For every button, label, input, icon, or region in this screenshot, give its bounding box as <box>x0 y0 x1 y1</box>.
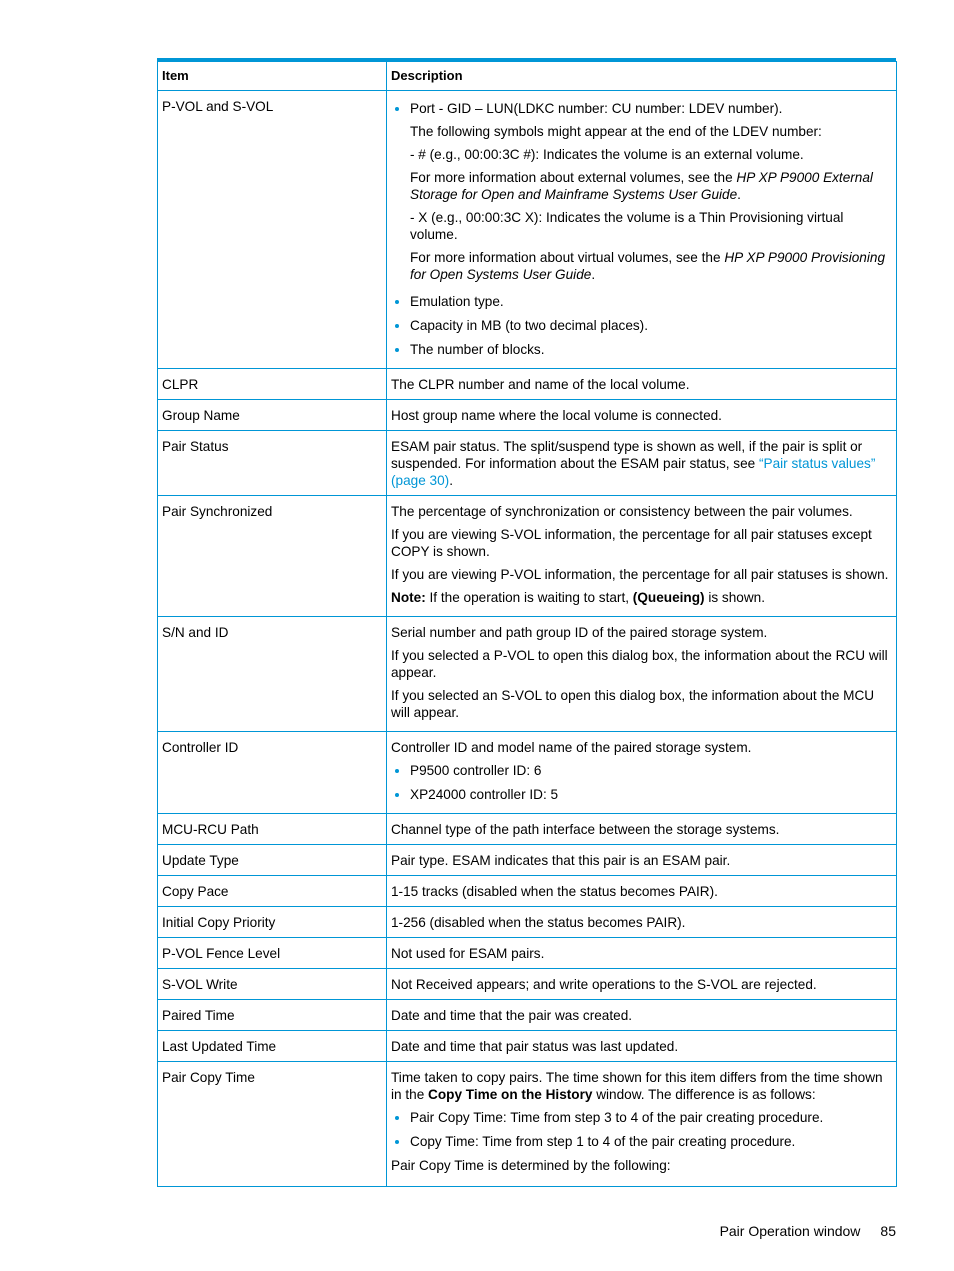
page-number: 85 <box>880 1223 896 1239</box>
paragraph: If you selected a P-VOL to open this dialog box, the information about the RCU will appear. <box>391 648 888 680</box>
list-item: XP24000 controller ID: 5 <box>391 786 892 803</box>
table-row <box>158 617 897 732</box>
item-cell: S-VOL Write <box>158 969 387 1000</box>
table-row <box>158 369 897 400</box>
item-cell: Pair Copy Time <box>158 1062 387 1187</box>
paragraph: - # (e.g., 00:00:3C #): Indicates the volume is an external volume. <box>410 147 804 162</box>
footer-section-title: Pair Operation window <box>719 1223 861 1239</box>
table-row <box>158 845 897 876</box>
item-cell: P-VOL Fence Level <box>158 938 387 969</box>
item-cell: MCU-RCU Path <box>158 814 387 845</box>
description-cell <box>387 1062 897 1187</box>
paragraph: If you selected an S-VOL to open this dialog box, the information about the MCU will appear. <box>391 688 875 720</box>
description-cell: 1-15 tracks (disabled when the status becomes PAIR). <box>387 876 897 907</box>
guide-title: HP XP P9000 Provisioning for Open Systems User Guide <box>410 250 886 282</box>
table-row <box>158 969 897 1000</box>
item-cell: Pair Status <box>158 431 387 496</box>
text: . <box>737 187 741 202</box>
item-cell: Controller ID <box>158 732 387 814</box>
paragraph <box>391 1069 892 1103</box>
table-row <box>158 400 897 431</box>
description-cell: The CLPR number and name of the local volume. <box>387 369 897 400</box>
text: For more information about virtual volumes, see the <box>410 250 725 265</box>
table-row <box>158 91 897 369</box>
table-header-row <box>158 62 897 91</box>
list-item: P9500 controller ID: 6 <box>391 762 892 779</box>
table-row <box>158 938 897 969</box>
item-cell: Pair Synchronized <box>158 496 387 617</box>
list-item-text: Port - GID – LUN(LDKC number: CU number: LDEV number). <box>410 101 783 116</box>
item-cell: Copy Pace <box>158 876 387 907</box>
text: Time taken to copy pairs. The time shown for this item differs from the time shown in the <box>391 1070 883 1102</box>
description-cell: Date and time that pair status was last updated. <box>387 1031 897 1062</box>
note <box>391 589 892 606</box>
page-footer <box>720 1223 896 1240</box>
pair-status-values-link[interactable]: “Pair status values” (page 30) <box>391 456 876 488</box>
list-item: Copy Time: Time from step 1 to 4 of the pair creating procedure. <box>391 1133 892 1150</box>
table-row <box>158 1062 897 1187</box>
description-cell <box>387 431 897 496</box>
paragraph: - X (e.g., 00:00:3C X): Indicates the volume is a Thin Provisioning virtual volume. <box>410 210 844 242</box>
guide-title: HP XP P9000 External Storage for Open and Mainframe Systems User Guide <box>410 170 873 202</box>
table-row <box>158 1031 897 1062</box>
table-row <box>158 431 897 496</box>
list-item <box>391 100 892 283</box>
table-row <box>158 814 897 845</box>
table-row <box>158 496 897 617</box>
item-cell: Paired Time <box>158 1000 387 1031</box>
description-cell: Not Received appears; and write operations to the S-VOL are rejected. <box>387 969 897 1000</box>
table-row <box>158 732 897 814</box>
item-cell: Last Updated Time <box>158 1031 387 1062</box>
paragraph: If you are viewing S-VOL information, the percentage for all pair statuses except COPY is shown. <box>391 527 872 559</box>
list-item: Pair Copy Time: Time from step 3 to 4 of the pair creating procedure. <box>391 1109 892 1126</box>
paragraph: The percentage of synchronization or consistency between the pair volumes. <box>391 504 853 519</box>
paragraph <box>410 249 892 283</box>
paragraph: Pair Copy Time is determined by the following: <box>391 1158 671 1173</box>
text: ESAM pair status. The split/suspend type is shown as well, if the pair is split or suspended. For information about the ESAM pair status, see <box>391 439 863 471</box>
description-cell: Not used for ESAM pairs. <box>387 938 897 969</box>
table-row <box>158 876 897 907</box>
paragraph: If you are viewing P-VOL information, the percentage for all pair statuses is shown. <box>391 567 889 582</box>
item-cell: Update Type <box>158 845 387 876</box>
list-item: Emulation type. <box>391 293 892 310</box>
description-cell: Pair type. ESAM indicates that this pair is an ESAM pair. <box>387 845 897 876</box>
text: For more information about external volumes, see the <box>410 170 737 185</box>
description-cell: Date and time that the pair was created. <box>387 1000 897 1031</box>
table-row <box>158 907 897 938</box>
item-cell: S/N and ID <box>158 617 387 732</box>
table-row <box>158 1000 897 1031</box>
paragraph: Serial number and path group ID of the paired storage system. <box>391 625 768 640</box>
text: window. The difference is as follows: <box>592 1087 816 1102</box>
list-item: The number of blocks. <box>391 341 892 358</box>
description-cell <box>387 496 897 617</box>
header-description: Description <box>387 62 897 91</box>
text: . <box>449 473 453 488</box>
description-cell <box>387 732 897 814</box>
item-cell: Group Name <box>158 400 387 431</box>
item-cell: P-VOL and S-VOL <box>158 91 387 369</box>
text: . <box>591 267 596 282</box>
queueing-label: (Queueing) <box>632 590 705 605</box>
paragraph <box>410 169 892 203</box>
text: If the operation is waiting to start, <box>425 590 633 605</box>
header-item: Item <box>158 62 387 91</box>
item-cell: Initial Copy Priority <box>158 907 387 938</box>
note-label: Note: <box>391 590 426 605</box>
pair-info-table <box>157 61 897 1187</box>
description-cell: Channel type of the path interface between the storage systems. <box>387 814 897 845</box>
list-item: Capacity in MB (to two decimal places). <box>391 317 892 334</box>
description-cell <box>387 91 897 369</box>
paragraph: Controller ID and model name of the paired storage system. <box>391 740 752 755</box>
text: is shown. <box>704 590 765 605</box>
description-cell <box>387 617 897 732</box>
description-cell: Host group name where the local volume is connected. <box>387 400 897 431</box>
paragraph: The following symbols might appear at the end of the LDEV number: <box>410 124 822 139</box>
item-cell: CLPR <box>158 369 387 400</box>
window-name: Copy Time on the History <box>428 1087 593 1102</box>
description-cell: 1-256 (disabled when the status becomes PAIR). <box>387 907 897 938</box>
